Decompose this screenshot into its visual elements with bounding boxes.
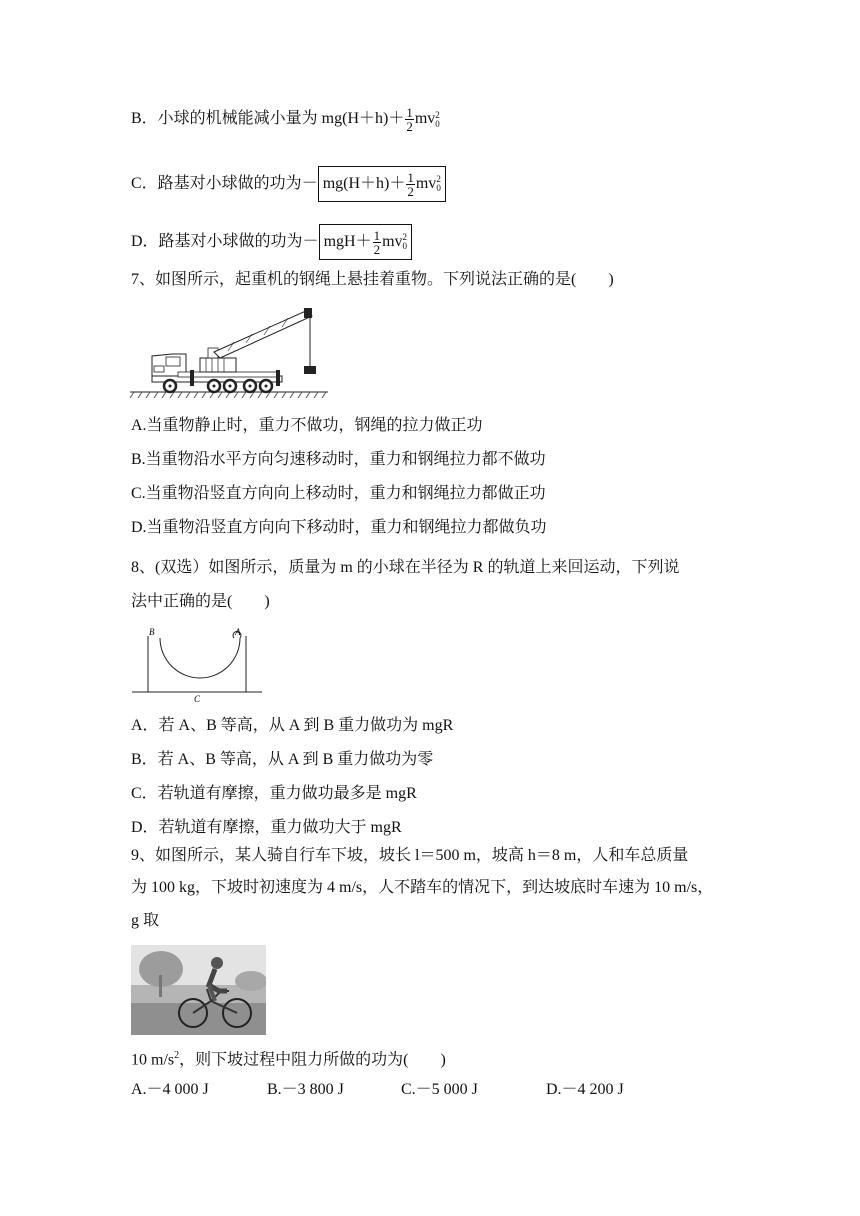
question-9-option-c: C.－5 000 J [401, 1081, 478, 1098]
question-7-option-d: D.当重物沿竖直方向向下移动时，重力和钢绳拉力都做负功 [131, 519, 547, 536]
question-7-option-b: B.当重物沿水平方向匀速移动时，重力和钢绳拉力都不做功 [131, 451, 546, 468]
option-c-roadbed-work: C．路基对小球做的功为－ mg(H＋h)＋ $\frac{1}{2}$ mv 2 0 [131, 166, 446, 202]
question-9-option-b: B.－3 800 J [267, 1081, 344, 1098]
question-8-option-a: A．若 A、B 等高，从 A 到 B 重力做功为 mgR [131, 717, 454, 734]
question-8-option-b: B．若 A、B 等高，从 A 到 B 重力做功为零 [131, 751, 434, 768]
option-b-mechanical-energy: B．小球的机械能减小量为 mg(H＋h)＋ $\frac{1}{2}$ mv 2 0 [131, 105, 440, 134]
question-9-line-1: 9、如图所示，某人骑自行车下坡，坡长 l＝500 m，坡高 h＝8 m，人和车总质量 [131, 847, 689, 864]
crane-figure [128, 302, 338, 402]
option-d-roadbed-work: D．路基对小球做的功为－ mgH＋ $\frac{1}{2}$ mv 2 0 [131, 224, 412, 260]
track-label-b: B [149, 627, 155, 637]
question-9-option-a: A.－4 000 J [131, 1081, 209, 1098]
question-7: 7、如图所示，起重机的钢绳上悬挂着重物。下列说法正确的是( ) [131, 271, 614, 288]
bracket-expression: mgH＋ $\frac{1}{2}$ mv 2 0 [319, 224, 412, 260]
question-9-line-4: 10 $m/s^2$，则下坡过程中阻力所做的功为( ) [131, 1050, 446, 1069]
question-7-option-a: A.当重物静止时，重力不做功，钢绳的拉力做正功 [131, 417, 483, 434]
track-label-a: A [235, 627, 241, 637]
bracket-expression: mg(H＋h)＋ $\frac{1}{2}$ mv 2 0 [318, 166, 446, 202]
track-label-c: C [194, 694, 201, 704]
cyclist-photo [131, 945, 266, 1035]
track-figure [130, 624, 265, 706]
question-8-option-c: C．若轨道有摩擦，重力做功最多是 mgR [131, 785, 417, 802]
question-8-line-2: 法中正确的是( ) [131, 593, 270, 610]
question-8-line-1: 8、(双选）如图所示，质量为 m 的小球在半径为 R 的轨道上来回运动，下列说 [131, 559, 680, 576]
question-7-option-c: C.当重物沿竖直方向向上移动时，重力和钢绳拉力都做正功 [131, 485, 546, 502]
question-9-line-2: 为 100 kg，下坡时初速度为 4 m/s，人不踏车的情况下，到达坡底时车速为 10 m/s， [131, 879, 714, 896]
question-8-option-d: D．若轨道有摩擦，重力做功大于 mgR [131, 819, 402, 836]
fraction: $\frac{1}{2}$ [406, 105, 413, 134]
question-9-option-d: D.－4 200 J [546, 1081, 624, 1098]
question-9-line-3: g 取 [131, 912, 160, 929]
